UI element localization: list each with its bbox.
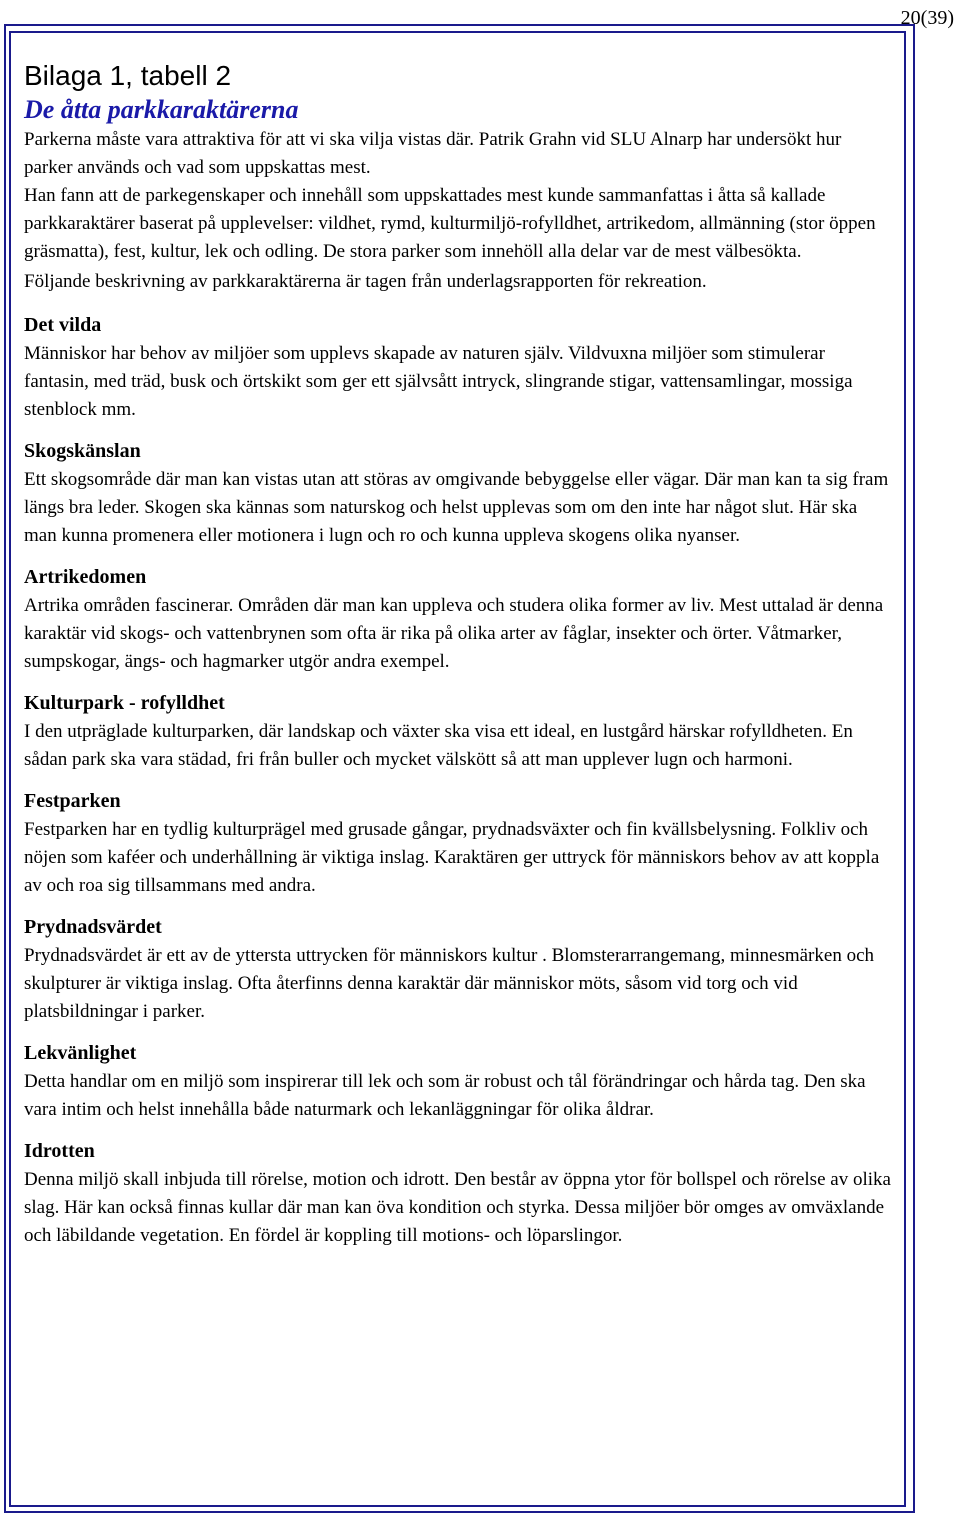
section-det-vilda xyxy=(24,310,894,424)
section-heading: Det vilda xyxy=(24,314,102,336)
section-kulturpark xyxy=(24,688,894,774)
document-subtitle: De åtta parkkaraktärerna xyxy=(24,95,299,124)
section-artrikedomen xyxy=(24,562,894,676)
section-text: Denna miljö skall inbjuda till rörelse, motion och idrott. Den består av öppna ytor för bollspel och rörelse av olika slag. Här kan också finnas kullar där man kan öva kondition och styrka. Dessa miljöer bör omges av omväxlande och läbildande vegetation. En fördel är koppling till motions- och löparslingor. xyxy=(24,1169,891,1246)
section-text: I den utpräglade kulturparken, där landskap och växter ska visa ett ideal, en lustgård härskar rofylldheten. En sådan park ska vara städad, fri från buller och mycket välskött så att man upplever lugn och harmoni. xyxy=(24,721,853,770)
section-text: Detta handlar om en miljö som inspirerar till lek och som är robust och tål förändringar och hårda tag. Den ska vara intim och helst innehålla både naturmark och lekanläggningar för olika åldrar. xyxy=(24,1071,866,1120)
page-number: 20(39) xyxy=(900,7,954,29)
section-heading: Kulturpark - rofylldhet xyxy=(24,692,225,714)
section-text: Artrika områden fascinerar. Områden där man kan uppleva och studera olika former av liv. Mest uttalad är denna karaktär vid skogs- och vattenbrynen som ofta är rika på olika arter av fåglar, insekter och örter. Våtmarker, sumpskogar, ängs- och hagmarker utgör andra exempel. xyxy=(24,595,884,672)
section-heading: Prydnadsvärdet xyxy=(24,916,162,938)
document-body xyxy=(24,58,894,1250)
section-heading: Skogskänslan xyxy=(24,440,141,462)
intro-paragraph-3: Följande beskrivning av parkkaraktärerna är tagen från underlagsrapporten för rekreation. xyxy=(24,271,707,292)
section-prydnadsvardet xyxy=(24,912,894,1026)
section-skogskanslan xyxy=(24,436,894,550)
section-festparken xyxy=(24,786,894,900)
section-heading: Festparken xyxy=(24,790,121,812)
section-text: Ett skogsområde där man kan vistas utan att störas av omgivande bebyggelse eller vägar. Där man kan ta sig fram längs bra leder. Skogen ska kännas som naturskog och helst upplevas som om den inte har något slut. Här ska man kunna promenera eller motionera i lugn och ro och kunna uppleva skogens olika nyanser. xyxy=(24,469,889,546)
intro-paragraph-2: Han fann att de parkegenskaper och innehåll som uppskattades mest kunde sammanfattas i åtta så kallade parkkaraktärer baserat på upplevelser: vildhet, rymd, kulturmiljö-rofylldhet, artrikedom, allmänning (stor öppen gräsmatta), fest, kultur, lek och odling. De stora parker som innehöll alla delar var de mest välbesökta. xyxy=(24,185,876,262)
section-lekvanlighet xyxy=(24,1038,894,1124)
section-heading: Idrotten xyxy=(24,1140,95,1162)
section-heading: Lekvänlighet xyxy=(24,1042,137,1064)
section-idrotten xyxy=(24,1136,894,1250)
section-text: Festparken har en tydlig kulturprägel med grusade gångar, prydnadsväxter och fin kvällsbelysning. Folkliv och nöjen som kaféer och underhållning är viktiga inslag. Karaktären ger uttryck för människors behov av att koppla av och roa sig tillsammans med andra. xyxy=(24,819,880,896)
section-text: Prydnadsvärdet är ett av de yttersta uttrycken för människors kultur . Blomsterarrangemang, minnesmärken och skulpturer är viktiga inslag. Ofta återfinns denna karaktär där människor möts, såsom vid torg och vid platsbildningar i parker. xyxy=(24,945,874,1022)
section-text: Människor har behov av miljöer som upplevs skapade av naturen själv. Vildvuxna miljöer som stimulerar fantasin, med träd, busk och örtskikt som ger ett självsått intryck, slingrande stigar, vattensamlingar, mossiga stenblock mm. xyxy=(24,343,853,420)
document-title: Bilaga 1, tabell 2 xyxy=(24,60,232,91)
intro-paragraph-1: Parkerna måste vara attraktiva för att vi ska vilja vistas där. Patrik Grahn vid SLU Alnarp har undersökt hur parker används och vad som uppskattas mest. xyxy=(24,129,842,178)
section-heading: Artrikedomen xyxy=(24,566,147,588)
